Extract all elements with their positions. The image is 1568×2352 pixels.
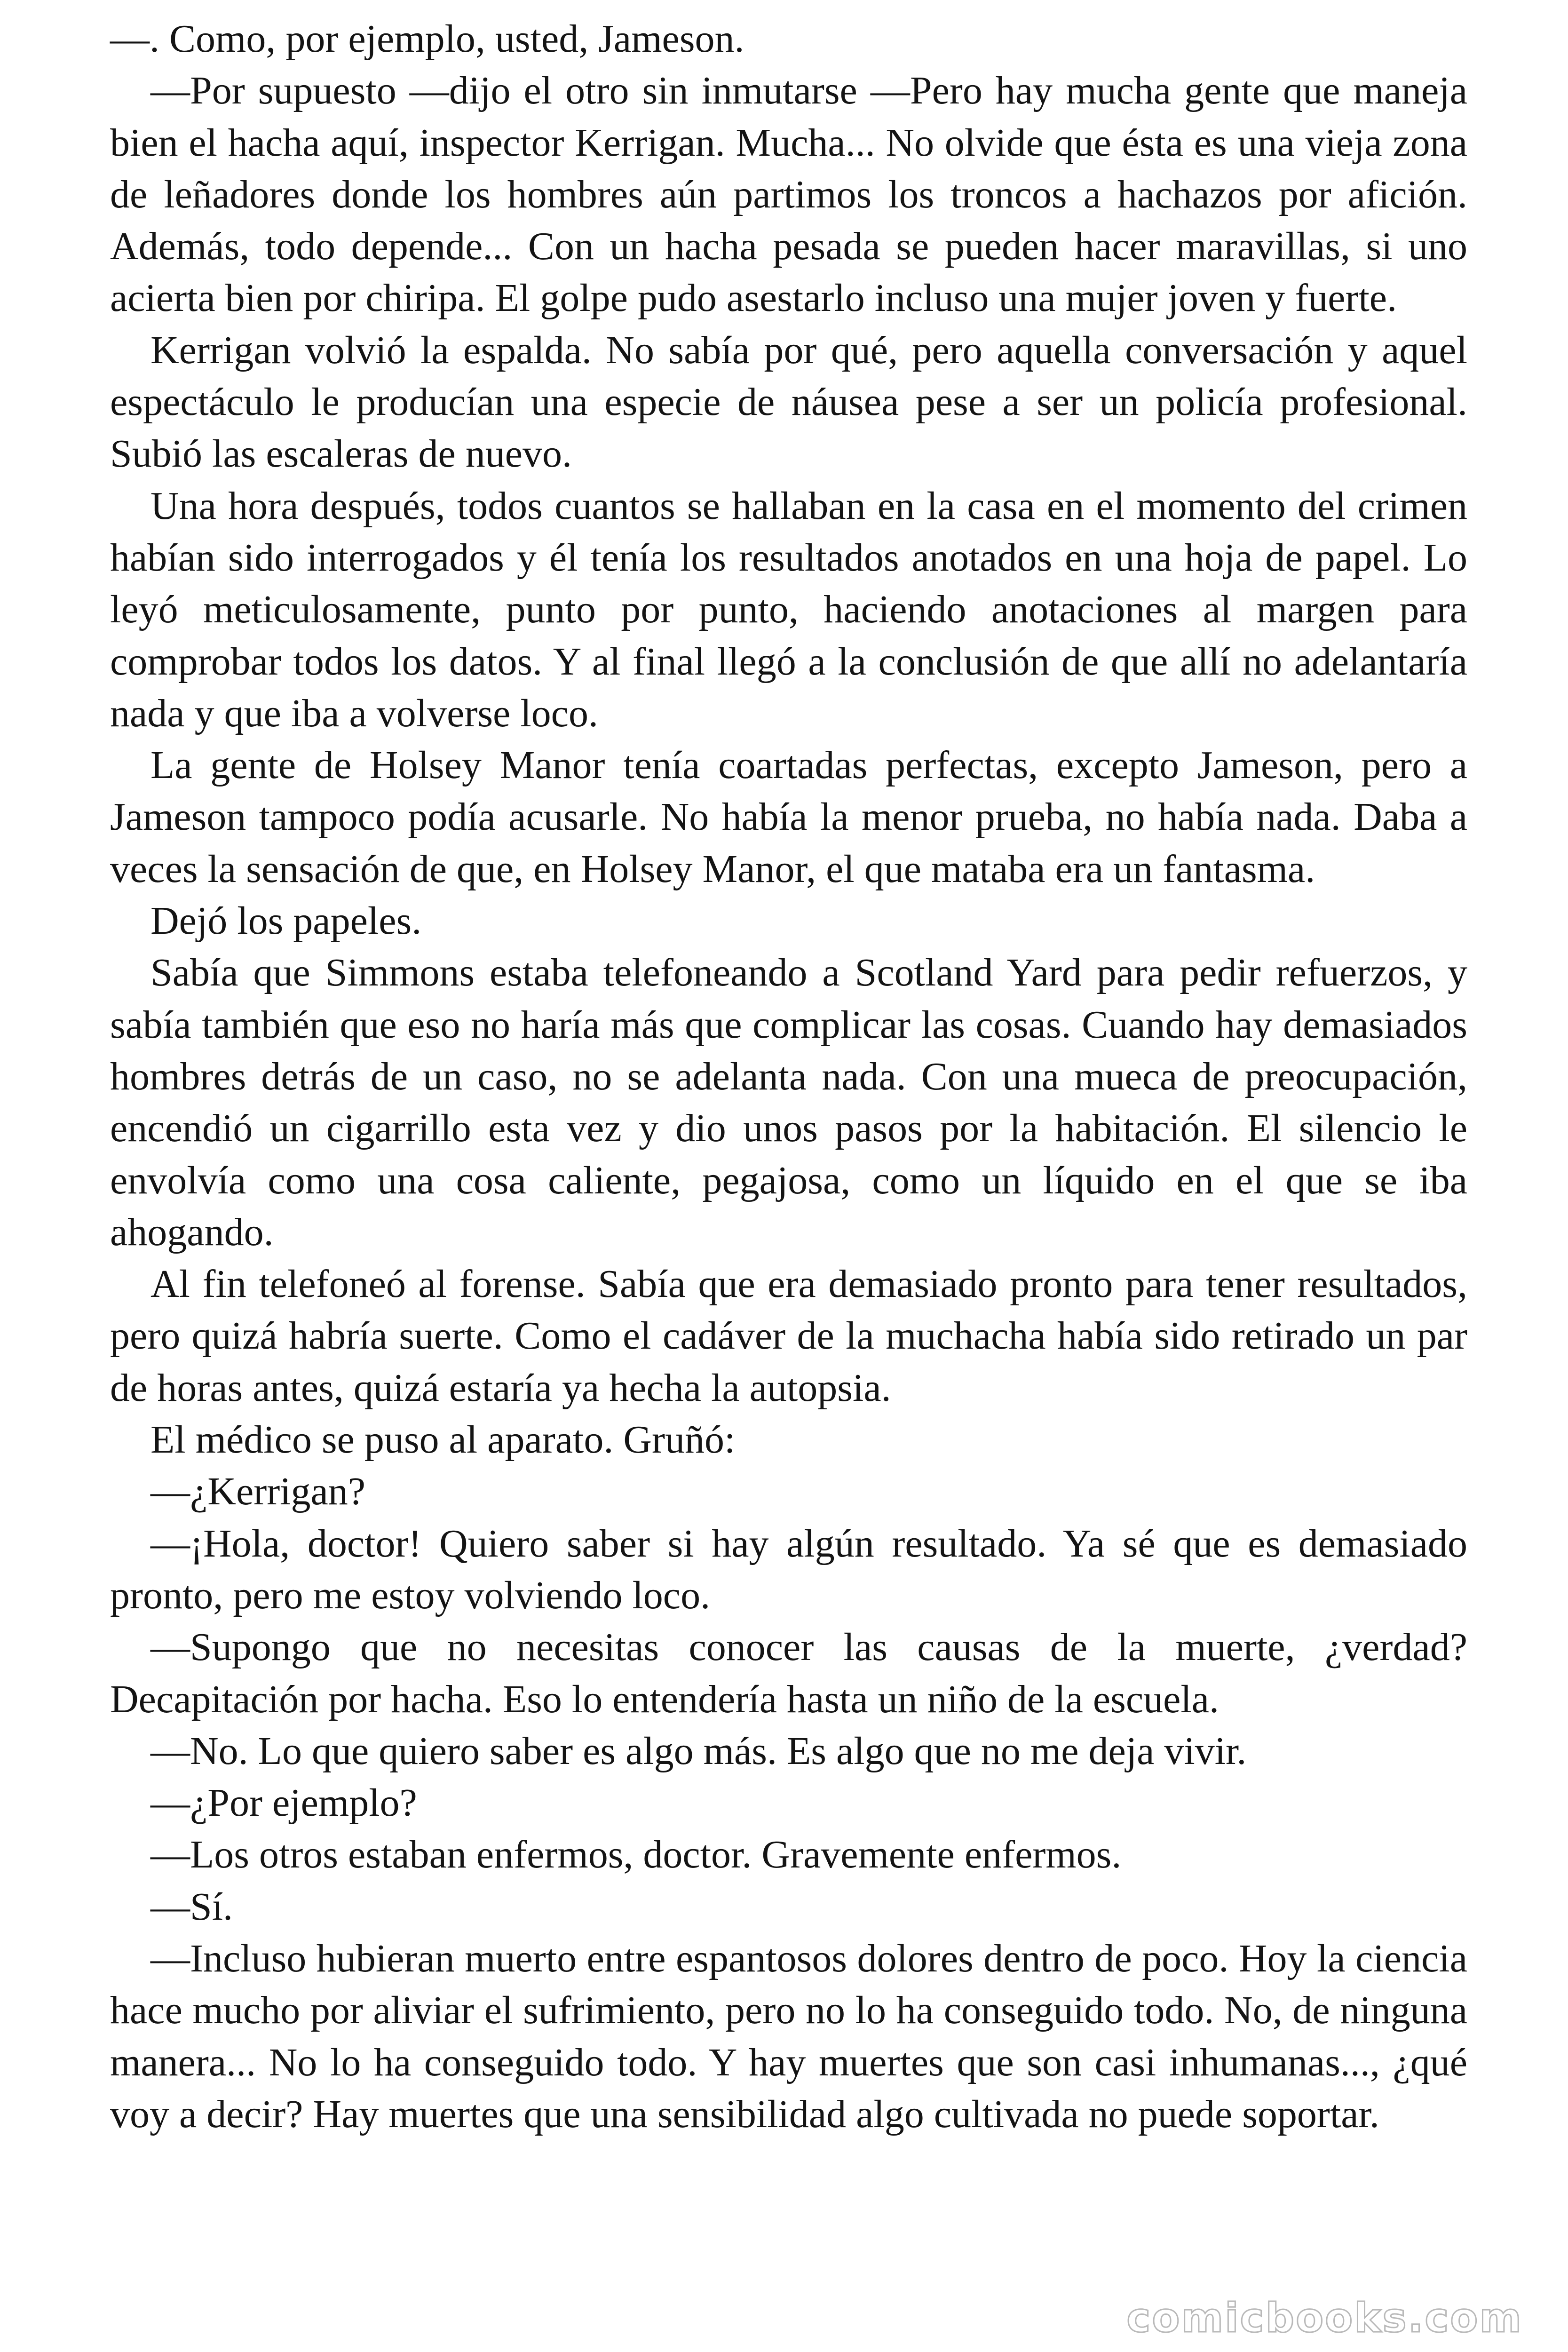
paragraph: —Incluso hubieran muerto entre espantosos dolores dentro de poco. Hoy la ciencia hace mucho por aliviar el sufrimiento, pero no lo ha conseguido todo. No, de ninguna manera... No lo ha conseguido todo. Y hay muertes que son casi inhumanas..., ¿qué voy a decir? Hay muertes que una sensibilidad algo cultivada no puede soportar.	[110, 1936, 1467, 2136]
paragraph: —¿Kerrigan?	[150, 1470, 366, 1514]
paragraph: Dejó los papeles.	[150, 899, 422, 943]
paragraph: —. Como, por ejemplo, usted, Jameson.	[110, 17, 744, 61]
paragraph: Una hora después, todos cuantos se hallaban en la casa en el momento del crimen habían sido interrogados y él tenía los resultados anotados en una hoja de papel. Lo leyó meticulosamente, punto por punto, haciendo anotaciones al margen para comprobar todos los datos. Y al final llegó a la conclusión de que allí no adelantaría nada y que iba a volverse loco.	[110, 484, 1467, 735]
watermark: comicbooks.com	[1126, 2295, 1523, 2342]
paragraph: —Los otros estaban enfermos, doctor. Gravemente enfermos.	[150, 1833, 1122, 1877]
paragraph: Sabía que Simmons estaba telefoneando a Scotland Yard para pedir refuerzos, y sabía también que eso no haría más que complicar las cosas. Cuando hay demasiados hombres detrás de un caso, no se adelanta nada. Con una mueca de preocupación, encendió un cigarrillo esta vez y dio unos pasos por la habitación. El silencio le envolvía como una cosa caliente, pegajosa, como un líquido en el que se iba ahogando.	[110, 951, 1467, 1254]
paragraph: —Sí.	[150, 1884, 233, 1929]
paragraph: —¿Por ejemplo?	[150, 1781, 417, 1825]
paragraph: La gente de Holsey Manor tenía coartadas perfectas, excepto Jameson, pero a Jameson tampoco podía acusarle. No había la menor prueba, no había nada. Daba a veces la sensación de que, en Holsey Manor, el que mataba era un fantasma.	[110, 743, 1467, 891]
paragraph: —No. Lo que quiero saber es algo más. Es algo que no me deja vivir.	[150, 1729, 1247, 1773]
paragraph: —Por supuesto —dijo el otro sin inmutarse —Pero hay mucha gente que maneja bien el hacha aquí, inspector Kerrigan. Mucha... No olvide que ésta es una vieja zona de leñadores donde los hombres aún partimos los troncos a hachazos por afición. Además, todo depende... Con un hacha pesada se pueden hacer maravillas, si uno acierta bien por chiripa. El golpe pudo asestarlo incluso una mujer joven y fuerte.	[110, 69, 1467, 320]
paragraph: El médico se puso al aparato. Gruñó:	[150, 1418, 736, 1462]
paragraph: Kerrigan volvió la espalda. No sabía por qué, pero aquella conversación y aquel espectáculo le producían una especie de náusea pese a ser un policía profesional. Subió las escaleras de nuevo.	[110, 328, 1467, 476]
body-text	[110, 13, 1467, 2140]
paragraph: —Supongo que no necesitas conocer las causas de la muerte, ¿verdad? Decapitación por hacha. Eso lo entendería hasta un niño de la escuela.	[110, 1625, 1467, 1721]
paragraph: Al fin telefoneó al forense. Sabía que era demasiado pronto para tener resultados, pero quizá habría suerte. Como el cadáver de la muchacha había sido retirado un par de horas antes, quizá estaría ya hecha la autopsia.	[110, 1262, 1467, 1410]
paragraph: —¡Hola, doctor! Quiero saber si hay algún resultado. Ya sé que es demasiado pronto, pero me estoy volviendo loco.	[110, 1521, 1467, 1617]
